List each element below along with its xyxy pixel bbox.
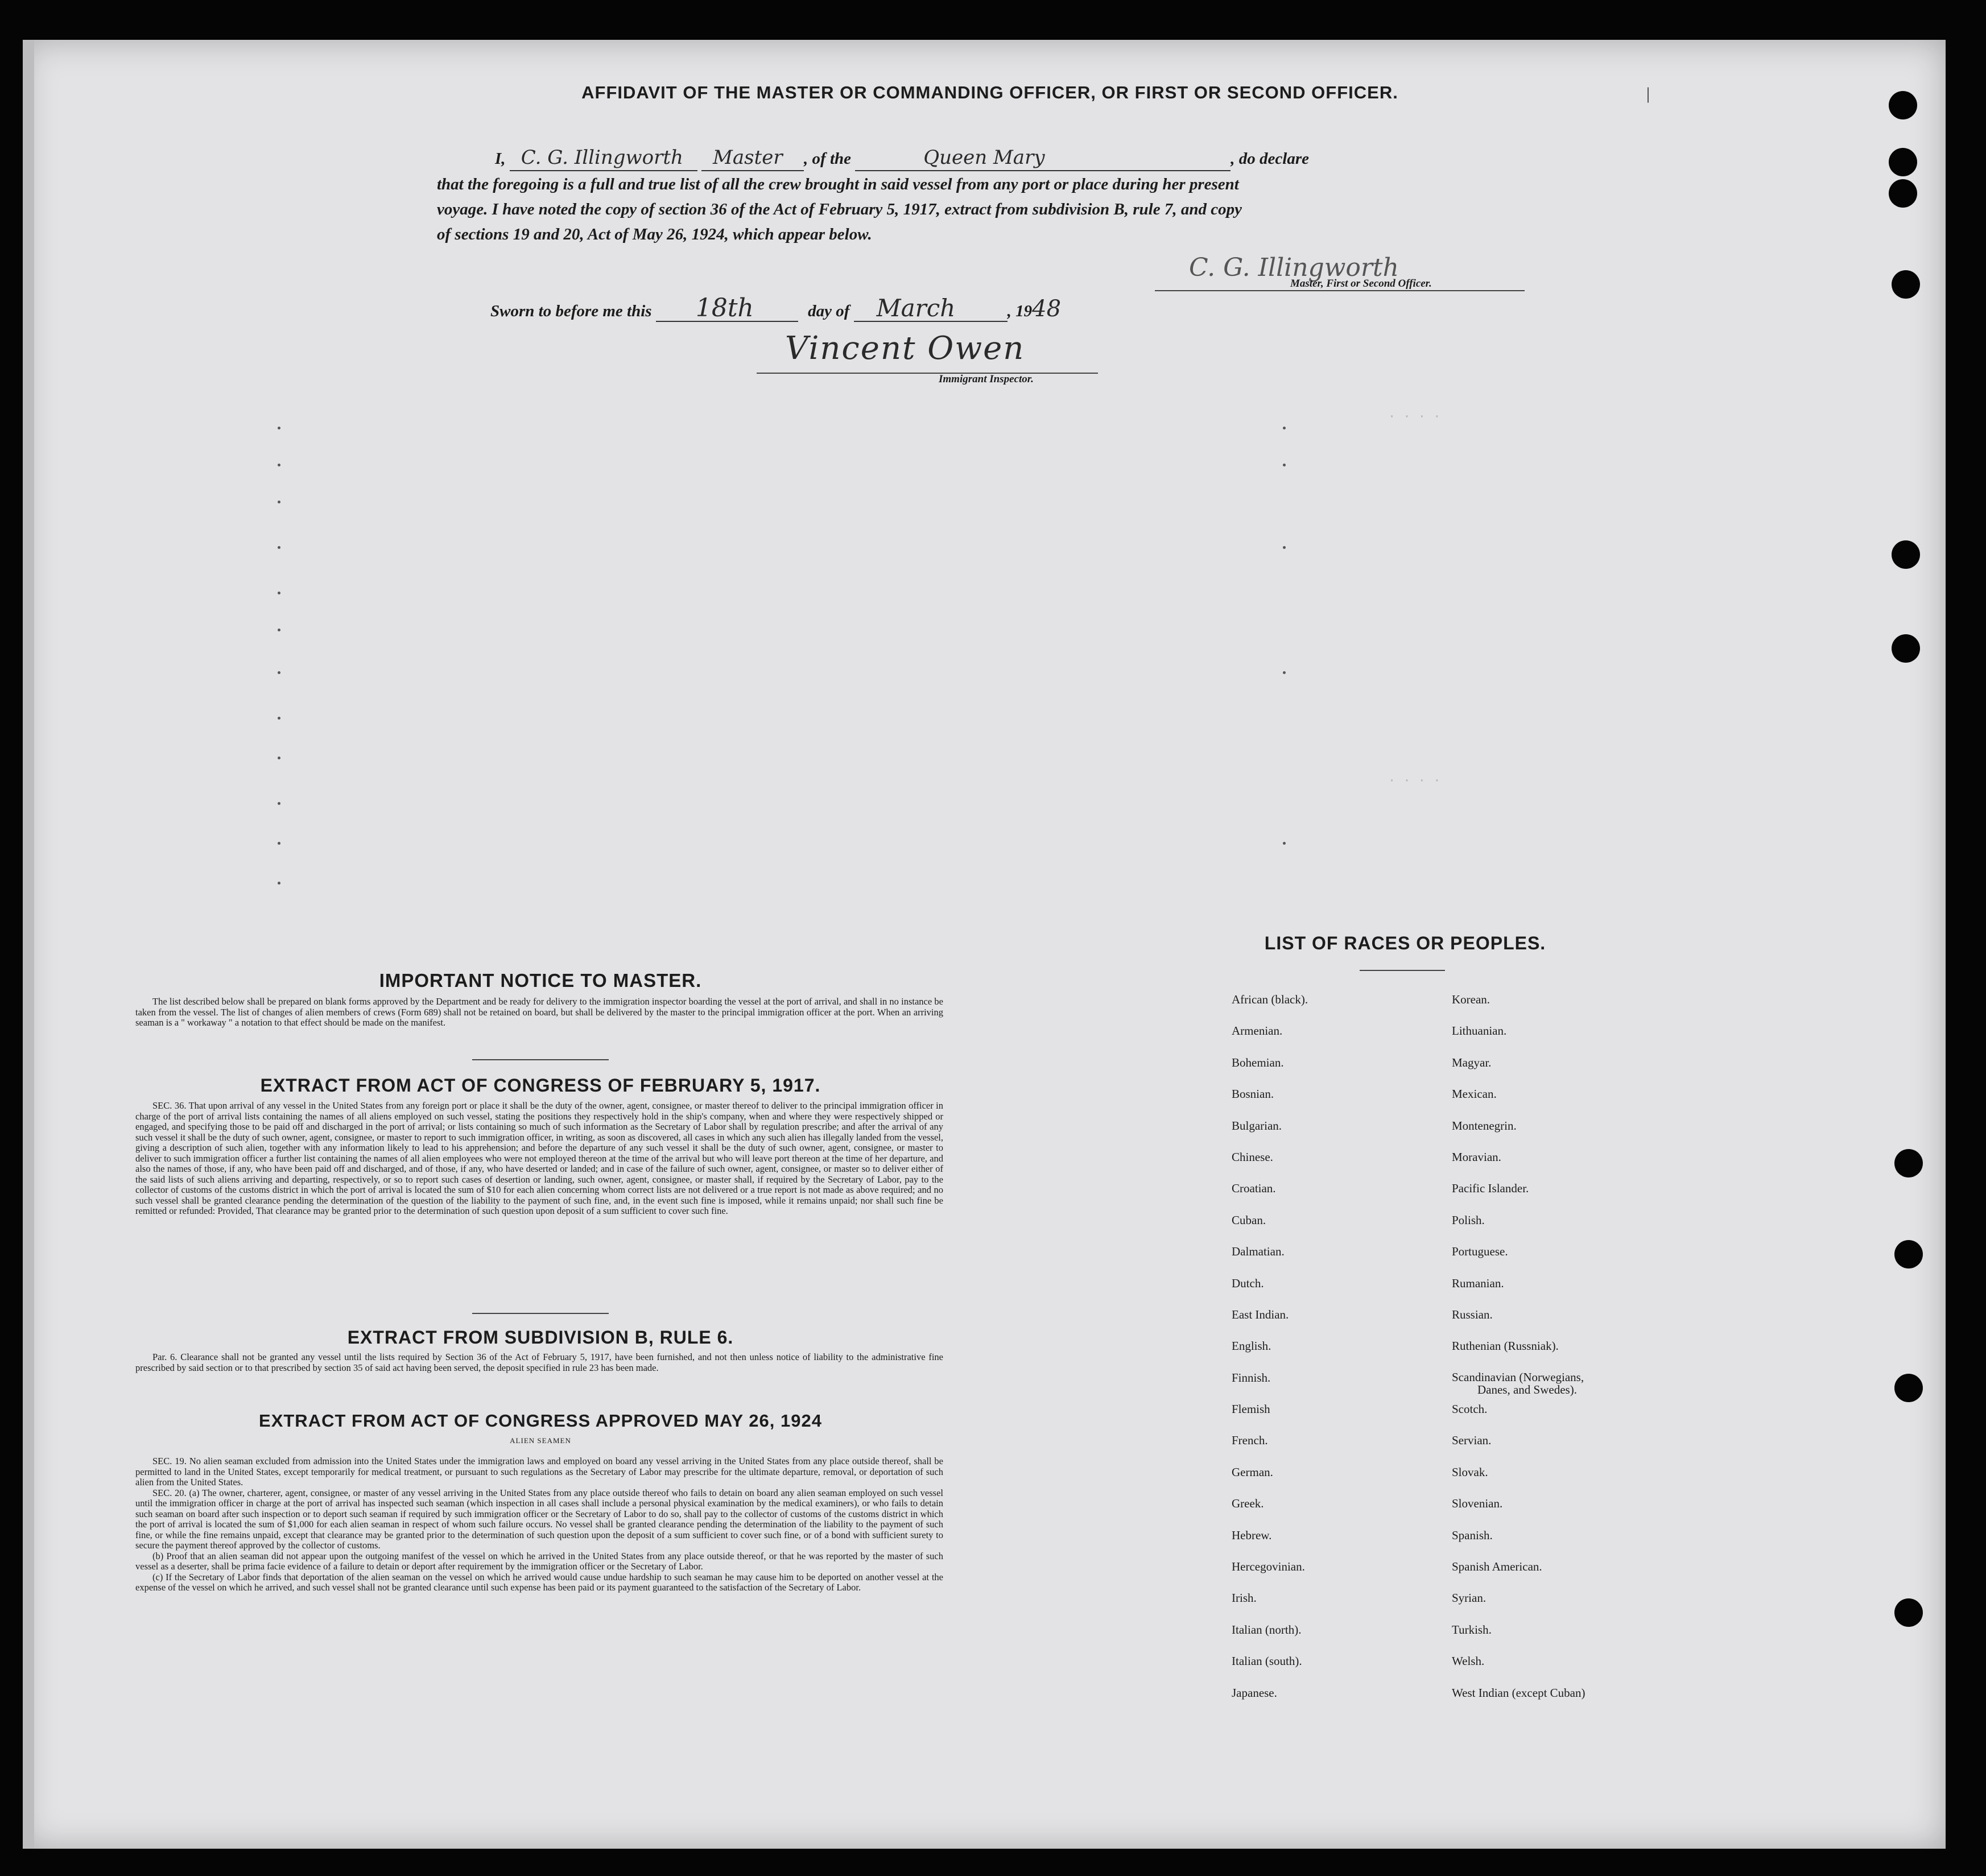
binder-hole	[1889, 91, 1917, 119]
affidavit-body-line-2: voyage. I have noted the copy of section 36 of the Act of February 5, 1917, extract from subdivision B, rule 7, and copy	[437, 200, 1242, 218]
extract-1917-text: SEC. 36. That upon arrival of any vessel in the United States from any foreign port or place it shall be the duty of the owner, agent, consignee, or master thereof to deliver to the principal immigration officer in charge of the port of arrival lists containing the names of all aliens employed on such vessel, stating the positions they respectively hold in the ship's company, when and where they were respectively shipped or engaged, and specifying those to be paid off and discharged in the port of arrival; or lists containing so much of such information as the Secretary of Labor shall by regulation prescribe; and after the arrival of any such vessel it shall be the duty of such owner, agent, consignee, or master to report to such immigration officer, in writing, as soon as discovered, all cases in which any such alien has illegally landed from the vessel, giving a description of such alien, together with any information likely to lead to his apprehension; and before the departure of any such vessel it shall be the duty of such owner, agent, consignee, or master to deliver to such immigration officer a further list containing the names of all alien employees who were not employed thereon at the time of the arrival but who will leave port thereon at the time of her departure, and also the names of those, if any, who have been paid off and discharged, and of those, if any, who have deserted or landed; and in case of the failure of such owner, agent, consignee, or master so to deliver either of the said lists of such aliens arriving and departing, respectively, or so to report such cases of desertion or landing, such owner, agent, consignee, or master shall, if required by the Secretary of Labor, pay to the collector of customs of the customs district in which the port of arrival is located the sum of $10 for each alien concerning whom correct lists are not delivered or a true report is not made as above required; and no such vessel shall be granted clearance pending the determination of the question of the liability to the payment of such fine, and, in the event such fine is imposed, while it remains unpaid; nor shall such fine be remitted or refunded: Provided, That clearance may be granted prior to the determination of such question upon deposit of a sum sufficient to cover such fine.	[135, 1100, 943, 1216]
sworn-day-handwritten: 18th	[656, 296, 798, 322]
race-item: Italian (north).	[1232, 1622, 1302, 1637]
binder-hole	[1892, 270, 1920, 299]
race-item: Rumanian.	[1452, 1276, 1504, 1290]
race-item: Syrian.	[1452, 1591, 1487, 1605]
dot-mark	[278, 464, 280, 466]
dot-mark	[278, 546, 280, 549]
extract-1924-title: EXTRACT FROM ACT OF CONGRESS APPROVED MAY 26, 1924	[259, 1411, 822, 1431]
race-item: Japanese.	[1232, 1685, 1277, 1700]
master-name-handwritten: C. G. Illingworth	[510, 145, 697, 171]
binder-hole	[1892, 634, 1920, 663]
notice-title: IMPORTANT NOTICE TO MASTER.	[379, 970, 702, 991]
inspector-signature-line	[757, 373, 1098, 374]
race-item: Bulgarian.	[1232, 1118, 1282, 1133]
race-item: Italian (south).	[1232, 1654, 1302, 1668]
race-item-label: Scandinavian (Norwegians,	[1452, 1370, 1584, 1384]
notice-divider	[472, 1059, 609, 1060]
race-item: Mexican.	[1452, 1087, 1497, 1101]
dot-mark	[278, 802, 280, 805]
races-right-column	[1452, 993, 1585, 1717]
race-item: Spanish American.	[1452, 1560, 1542, 1574]
dot-mark	[278, 629, 280, 631]
inspector-caption: Immigrant Inspector.	[939, 373, 1034, 385]
dot-mark	[278, 592, 280, 594]
dot-mark	[278, 501, 280, 503]
race-item: Portuguese.	[1452, 1245, 1508, 1259]
sec-19-text: SEC. 19. No alien seaman excluded from admission into the United States under the immigration laws and employed on board any vessel arriving in the United States from any place outside thereof, shall be permitted to land in the United States, except temporarily for medical treatment, or pursuant to such regulations as the Secretary of Labor may prescribe for the ultimate departure, removal, or deportation of such alien from the United States.	[135, 1456, 943, 1487]
dot-mark	[278, 842, 280, 845]
affidavit-title: AFFIDAVIT OF THE MASTER OR COMMANDING OFFICER, OR FIRST OR SECOND OFFICER.	[581, 82, 1398, 102]
dot-mark	[278, 717, 280, 720]
race-item: Hebrew.	[1232, 1528, 1272, 1542]
binder-hole	[1889, 148, 1917, 176]
binder-hole	[1894, 1149, 1923, 1177]
race-item: Welsh.	[1452, 1654, 1485, 1668]
sheet-edge	[23, 40, 34, 1849]
affidavit-body-line-1: that the foregoing is a full and true list of all the crew brought in said vessel from any port or place during her present	[437, 175, 1239, 193]
extract-rule6-title: EXTRACT FROM SUBDIVISION B, RULE 6.	[347, 1327, 734, 1348]
race-item: Dalmatian.	[1232, 1245, 1285, 1259]
race-item: Scotch.	[1452, 1402, 1488, 1416]
binder-hole	[1894, 1240, 1923, 1268]
race-item: English.	[1232, 1339, 1271, 1353]
race-item: Slovenian.	[1452, 1497, 1503, 1511]
race-item: French.	[1232, 1433, 1268, 1448]
affidavit-declaration-line	[495, 145, 1536, 171]
extract-rule6-text: Par. 6. Clearance shall not be granted any vessel until the lists required by Section 36 of the Act of February 5, 1917, have been furnished, and not then unless notice of liability to the administrative fine prescribed by said section or to that prescribed by section 35 of said act having been served, the deposit specified in rule 23 has been made.	[135, 1352, 943, 1373]
races-title: LIST OF RACES OR PEOPLES.	[1264, 933, 1546, 953]
race-item: West Indian (except Cuban)	[1452, 1685, 1586, 1700]
race-item: Magyar.	[1452, 1055, 1492, 1069]
dot-mark	[1283, 427, 1286, 429]
race-item: Spanish.	[1452, 1528, 1493, 1542]
sworn-month-handwritten: March	[854, 296, 1008, 322]
master-rank-handwritten: Master	[701, 145, 804, 171]
race-item	[1452, 1371, 1585, 1402]
race-item: Montenegrin.	[1452, 1118, 1517, 1133]
extract-1924-subtitle: ALIEN SEAMEN	[510, 1436, 571, 1445]
sec-20a-text: SEC. 20. (a) The owner, charterer, agent, consignee, or master of any vessel arriving in the United States from any place outside thereof who fails to detain on board any alien seaman employed on such vessel until the immigration officer in charge at the port of arrival has inspected such seaman (which inspection in all cases shall include a personal physical examination by the medical examiners), or who fails to detain such seaman on board after such inspection or to deport such seaman if required by such immigration officer or the Secretary of Labor to do so, shall pay to the collector of customs of the customs district in which the port of arrival is located the sum of $1,000 for each alien seaman in respect of whom such failure occurs. No vessel shall be granted clearance pending the determination of the liability to the payment of such fine, or while the fine remains unpaid, except that clearance may be granted prior to the determination of such question upon the deposit of a sum sufficient to cover such fine, or of a bond with sufficient surety to secure the payment thereof approved by the collector of customs.	[135, 1487, 943, 1551]
i-label: I,	[495, 150, 506, 168]
day-of-label: day of	[808, 302, 850, 320]
notice-text: The list described below shall be prepared on blank forms approved by the Department and be ready for delivery to the immigration inspector boarding the vessel at the port of arrival, and shall in no instance be taken from the vessel. The list of changes of alien members of crews (Form 689) shall not be retained on board, but shall be delivered by the master to the principal immigration officer at the port. When an arriving seaman is a " workaway " a notation to that effect should be made on the manifest.	[135, 996, 943, 1028]
do-declare-label: , do declare	[1231, 150, 1309, 168]
race-item: Croatian.	[1232, 1181, 1276, 1196]
dot-mark	[1283, 842, 1286, 845]
race-item: Turkish.	[1452, 1622, 1492, 1637]
dot-mark	[278, 757, 280, 759]
bleed-through-text: · · · ·	[1388, 410, 1441, 424]
race-item: Bohemian.	[1232, 1055, 1284, 1069]
dot-mark	[1283, 464, 1286, 466]
sec-20b-text: (b) Proof that an alien seaman did not appear upon the outgoing manifest of the vessel on which he arrived in the United States from any place outside thereof, or that he was reported by the master of such vessel as a deserter, shall be prima facie evidence of a failure to detain or deport after requirement by the immigration officer or the Secretary of Labor.	[135, 1550, 943, 1572]
race-item: Irish.	[1232, 1591, 1257, 1605]
dot-mark	[1283, 671, 1286, 674]
sworn-label: Sworn to before me this	[490, 302, 652, 320]
race-item: Finnish.	[1232, 1370, 1271, 1385]
race-item: Flemish	[1232, 1402, 1270, 1416]
race-item: Moravian.	[1452, 1150, 1501, 1164]
race-item: Bosnian.	[1232, 1087, 1274, 1101]
binder-hole	[1889, 179, 1917, 208]
race-item: Ruthenian (Russniak).	[1452, 1339, 1559, 1353]
races-left-column	[1232, 993, 1308, 1717]
year-prefix-label: , 19	[1007, 302, 1033, 320]
race-item: Armenian.	[1232, 1024, 1283, 1038]
dot-mark	[278, 882, 280, 885]
race-item: Chinese.	[1232, 1150, 1273, 1164]
dot-mark	[278, 427, 280, 429]
race-item: Hercegovinian.	[1232, 1560, 1305, 1574]
affidavit-title-mark: |	[1646, 84, 1650, 103]
race-item: Russian.	[1452, 1307, 1493, 1321]
race-item: African (black).	[1232, 993, 1308, 1006]
races-divider	[1360, 970, 1445, 971]
sworn-year-handwritten: 48	[1032, 296, 1062, 322]
extract-1924-body	[135, 1456, 943, 1593]
race-item: Cuban.	[1232, 1213, 1266, 1227]
affidavit-body	[437, 172, 1535, 247]
vessel-name-handwritten: Queen Mary	[855, 145, 1231, 171]
extract-1917-divider	[472, 1313, 609, 1314]
race-item: Dutch.	[1232, 1276, 1264, 1290]
binder-hole	[1894, 1598, 1923, 1627]
binder-hole	[1894, 1374, 1923, 1402]
master-caption: Master, First or Second Officer.	[1290, 278, 1432, 290]
extract-1917-title: EXTRACT FROM ACT OF CONGRESS OF FEBRUARY 5, 1917.	[260, 1075, 821, 1096]
master-signature: C. G. Illingworth	[1189, 253, 1399, 282]
race-item: Korean.	[1452, 993, 1490, 1006]
sworn-line	[490, 296, 1247, 324]
race-item: Servian.	[1452, 1433, 1492, 1448]
race-item: Slovak.	[1452, 1465, 1488, 1479]
inspector-signature: Vincent Owen	[785, 330, 1025, 367]
race-item: German.	[1232, 1465, 1273, 1479]
race-item: Polish.	[1452, 1213, 1485, 1227]
sec-20c-text: (c) If the Secretary of Labor finds that deportation of the alien seaman on the vessel on which he arrived would cause undue hardship to such seaman he may cause him to be deported on another vessel at the expense of the vessel on which he arrived, and such vessel shall not be granted clearance until such expense has been paid or its payment guaranteed to the satisfaction of the Secretary of Labor.	[135, 1571, 943, 1593]
race-item: East Indian.	[1232, 1307, 1289, 1321]
race-item-continuation: Danes, and Swedes).	[1477, 1382, 1577, 1396]
race-item: Pacific Islander.	[1452, 1181, 1529, 1196]
race-item: Lithuanian.	[1452, 1024, 1507, 1038]
of-the-label: , of the	[804, 150, 852, 168]
affidavit-body-line-3: of sections 19 and 20, Act of May 26, 1924, which appear below.	[437, 225, 872, 243]
dot-mark	[1283, 546, 1286, 549]
binder-hole	[1892, 540, 1920, 569]
race-item: Greek.	[1232, 1497, 1264, 1511]
dot-mark	[278, 671, 280, 674]
bleed-through-text: · · · ·	[1388, 774, 1441, 788]
